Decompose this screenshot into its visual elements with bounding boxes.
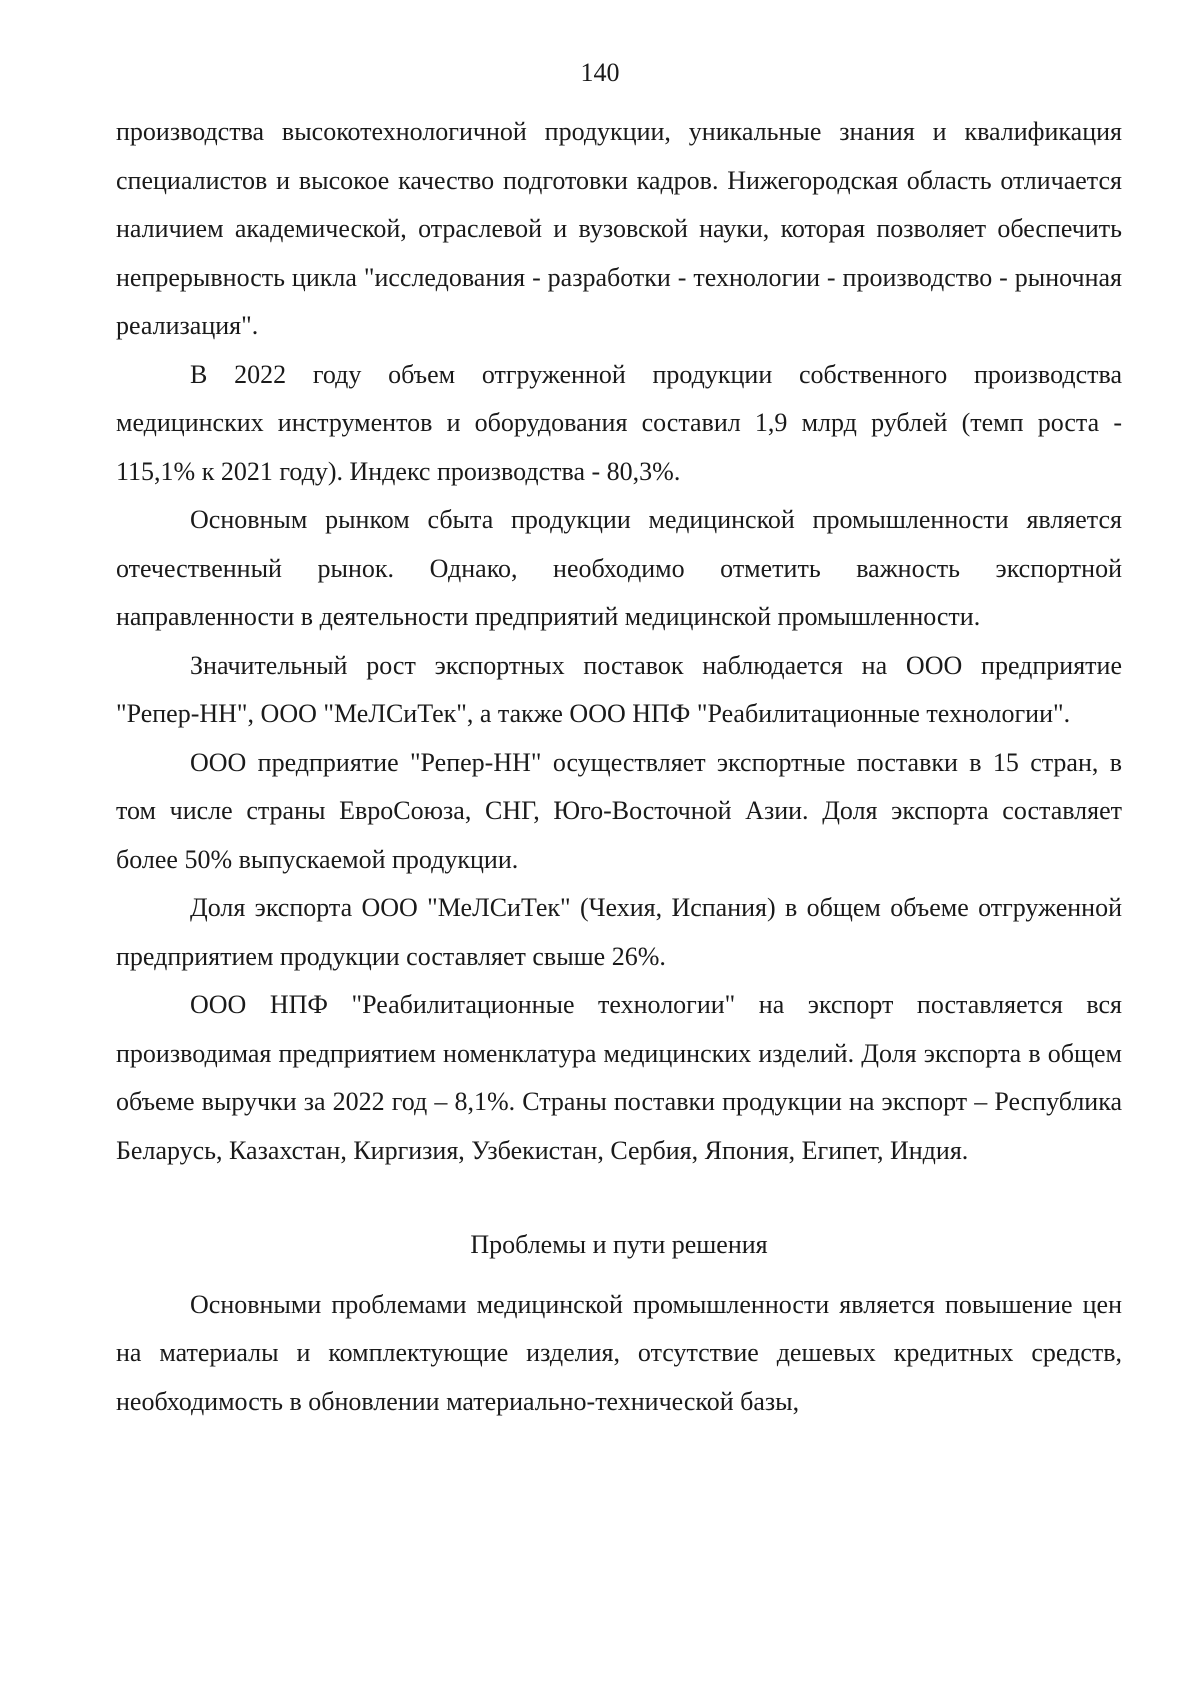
body-text — [116, 108, 1122, 1426]
paragraph: производства высокотехнологичной продукции, уникальные знания и квалификация специалистов и высокое качество подготовки кадров. Нижегородская область отличается наличием академической, отраслевой и вузовской науки, которая позволяет обеспечить непрерывность цикла "исследования - разработки - технологии - производство - рыночная реализация". — [116, 117, 1122, 340]
paragraph: Доля экспорта ООО "МеЛСиТек" (Чехия, Испания) в общем объеме отгруженной предприятием продукции составляет свыше 26%. — [116, 893, 1122, 971]
paragraph: Основным рынком сбыта продукции медицинской промышленности является отечественный рынок. Однако, необходимо отметить важность экспортной направленности в деятельности предприятий медицинской промышленности. — [116, 505, 1122, 631]
section-heading: Проблемы и пути решения — [470, 1230, 768, 1259]
page-number: 140 — [580, 58, 620, 87]
paragraph: В 2022 году объем отгруженной продукции собственного производства медицинских инструментов и оборудования составил 1,9 млрд рублей (темп роста - 115,1% к 2021 году). Индекс производства - 80,3%. — [116, 359, 1122, 486]
paragraph: ООО предприятие "Репер-НН" осуществляет экспортные поставки в 15 стран, в том числе страны ЕвроСоюза, СНГ, Юго-Восточной Азии. Доля экспорта составляет более 50% выпускаемой продукции. — [116, 747, 1122, 874]
paragraph: ООО НПФ "Реабилитационные технологии" на экспорт поставляется вся производимая предприятием номенклатура медицинских изделий. Доля экспорта в общем объеме выручки за 2022 год – 8,1%. Страны поставки продукции на экспорт – Республика Беларусь, Казахстан, Киргизия, Узбекистан, Сербия, Япония, Египет, Индия. — [116, 990, 1122, 1165]
paragraph: Значительный рост экспортных поставок наблюдается на ООО предприятие "Репер-НН", ООО "МеЛСиТек", а также ООО НПФ "Реабилитационные технологии". — [116, 650, 1122, 728]
paragraph: Основными проблемами медицинской промышленности является повышение цен на материалы и комплектующие изделия, отсутствие дешевых кредитных средств, необходимость в обновлении материально-технической базы, — [116, 1289, 1122, 1416]
